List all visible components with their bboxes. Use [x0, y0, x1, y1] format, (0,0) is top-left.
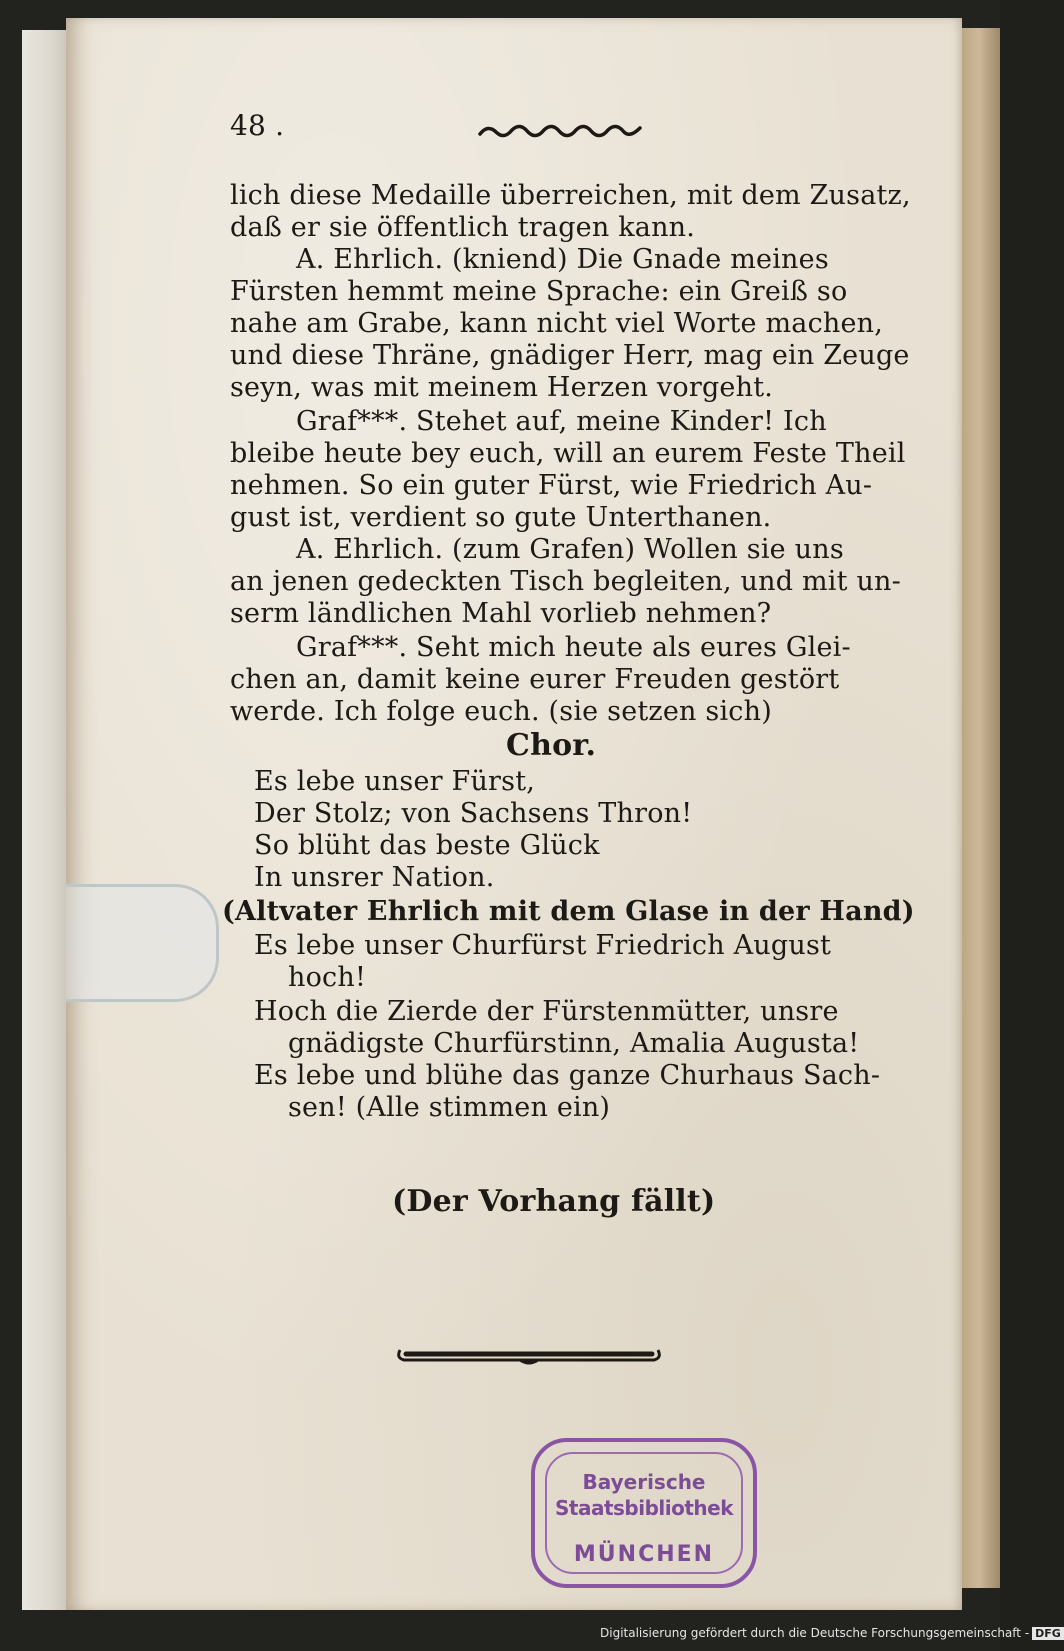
- toast-line-5: Es lebe und blühe das ganze Churhaus Sach-: [254, 1060, 881, 1091]
- stage-direction: (Altvater Ehrlich mit dem Glase in der Hand): [222, 896, 915, 927]
- chorus-heading: Chor.: [506, 728, 597, 763]
- text-line-2: daß er sie öffentlich tragen kann.: [230, 212, 696, 243]
- text-line-12: A. Ehrlich. (zum Grafen) Wollen sie uns: [296, 534, 844, 565]
- text-line-13: an jenen gedeckten Tisch begleiten, und mit un-: [230, 566, 901, 597]
- toast-line-2: hoch!: [288, 962, 367, 993]
- text-line-10: nehmen. So ein guter Fürst, wie Friedrich Au-: [230, 470, 873, 501]
- text-line-5: nahe am Grabe, kann nicht viel Worte machen,: [230, 308, 884, 339]
- stamp-line-1: Bayerische: [582, 1470, 706, 1494]
- text-line-15: Graf***. Seht mich heute als eures Glei-: [296, 632, 851, 663]
- book-page: [66, 18, 962, 1610]
- text-line-1: lich diese Medaille überreichen, mit dem Zusatz,: [230, 180, 911, 211]
- page-clip: [66, 884, 219, 1002]
- text-line-17: werde. Ich folge euch. (sie setzen sich): [230, 696, 772, 727]
- page-stack-left: [22, 30, 72, 1610]
- curtain-line: (Der Vorhang fällt): [392, 1184, 716, 1219]
- text-line-9: bleibe heute bey euch, will an eurem Feste Theil: [230, 438, 906, 469]
- text-line-16: chen an, damit keine eurer Freuden gestört: [230, 664, 840, 695]
- header-ornament: [478, 116, 642, 146]
- toast-line-4: gnädigste Churfürstinn, Amalia Augusta!: [288, 1028, 860, 1059]
- dfg-logo: DFG: [1032, 1627, 1064, 1640]
- text-line-3: A. Ehrlich. (kniend) Die Gnade meines: [296, 244, 829, 275]
- toast-line-3: Hoch die Zierde der Fürstenmütter, unsre: [254, 996, 839, 1027]
- text-line-14: serm ländlichen Mahl vorlieb nehmen?: [230, 598, 772, 629]
- digitization-footer: [600, 1626, 1064, 1640]
- text-line-7: seyn, was mit meinem Herzen vorgeht.: [230, 372, 774, 403]
- text-line-11: gust ist, verdient so gute Unterthanen.: [230, 502, 772, 533]
- footer-text: Digitalisierung gefördert durch die Deutsche Forschungsgemeinschaft -: [600, 1626, 1030, 1640]
- text-line-6: und diese Thräne, gnädiger Herr, mag ein Zeuge: [230, 340, 910, 371]
- page-stack-right: [958, 28, 1000, 1588]
- stamp-line-3: MÜNCHEN: [573, 1542, 715, 1567]
- verse-line-1: Es lebe unser Fürst,: [254, 766, 536, 797]
- page-number: 48 .: [230, 109, 285, 142]
- end-ornament: [392, 1336, 666, 1370]
- library-stamp: [531, 1438, 757, 1588]
- verse-line-2: Der Stolz; von Sachsens Thron!: [254, 798, 693, 829]
- verse-line-3: So blüht das beste Glück: [254, 830, 600, 861]
- text-line-4: Fürsten hemmt meine Sprache: ein Greiß so: [230, 276, 848, 307]
- verse-line-4: In unsrer Nation.: [254, 862, 495, 893]
- text-line-8: Graf***. Stehet auf, meine Kinder! Ich: [296, 406, 827, 437]
- toast-line-6: sen! (Alle stimmen ein): [288, 1092, 611, 1123]
- toast-line-1: Es lebe unser Churfürst Friedrich August: [254, 930, 832, 961]
- stamp-line-2: Staatsbibliothek: [554, 1496, 734, 1520]
